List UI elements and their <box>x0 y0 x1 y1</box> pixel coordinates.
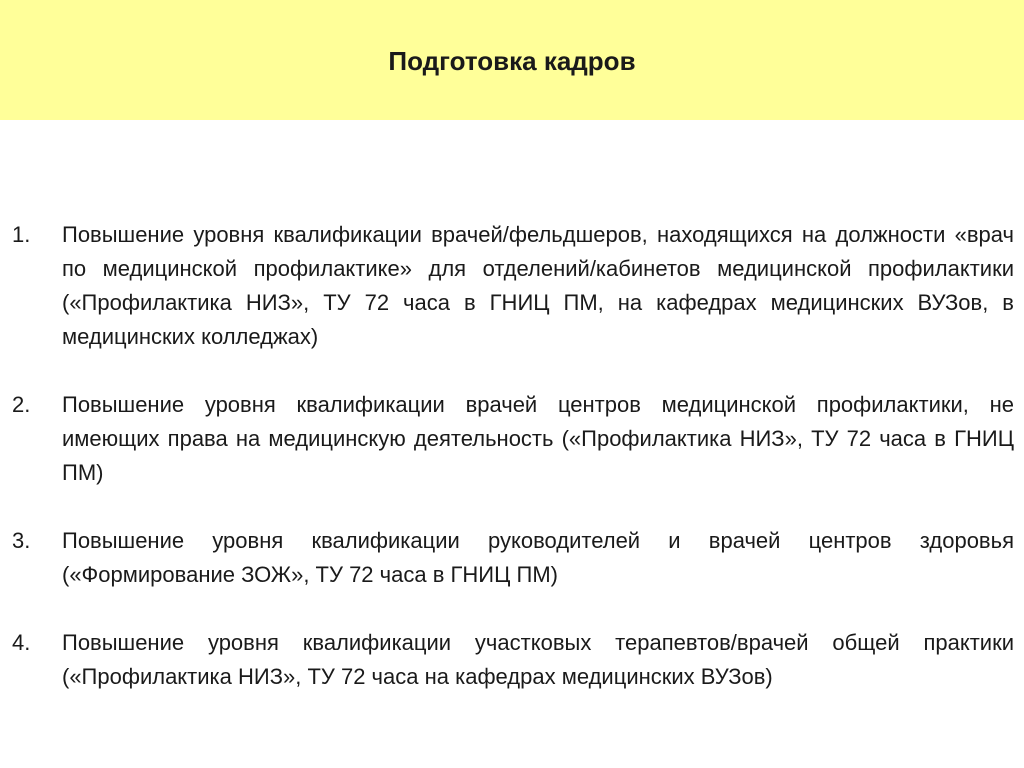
list-item <box>12 626 1014 694</box>
item-number: 4. <box>12 630 31 655</box>
list-item <box>12 524 1014 592</box>
item-text: Повышение уровня квалификации участковых терапевтов/врачей общей практики («Профилактика НИЗ», ТУ 72 часа на кафедрах медицинских ВУЗов) <box>62 630 1014 689</box>
item-number: 3. <box>12 528 31 553</box>
item-text: Повышение уровня квалификации врачей центров медицинской профилактики, не имеющих права на медицинскую деятельность («Профилактика НИЗ», ТУ 72 часа в ГНИЦ ПМ) <box>62 392 1014 485</box>
page-title: Подготовка кадров <box>388 46 636 76</box>
list-item <box>12 388 1014 490</box>
list-item <box>12 218 1014 354</box>
item-text: Повышение уровня квалификации врачей/фельдшеров, находящихся на должности «врач по медицинской профилактике» для отделений/кабинетов медицинской профилактики («Профилактика НИЗ», ТУ 72 часа в ГНИЦ ПМ, на кафедрах медицинских ВУЗов, в медицинских колледжах) <box>62 222 1014 349</box>
item-number: 2. <box>12 392 31 417</box>
training-list <box>12 218 1014 694</box>
item-number: 1. <box>12 222 31 247</box>
title-banner <box>0 0 1024 120</box>
item-text: Повышение уровня квалификации руководителей и врачей центров здоровья («Формирование ЗОЖ», ТУ 72 часа в ГНИЦ ПМ) <box>62 528 1014 587</box>
